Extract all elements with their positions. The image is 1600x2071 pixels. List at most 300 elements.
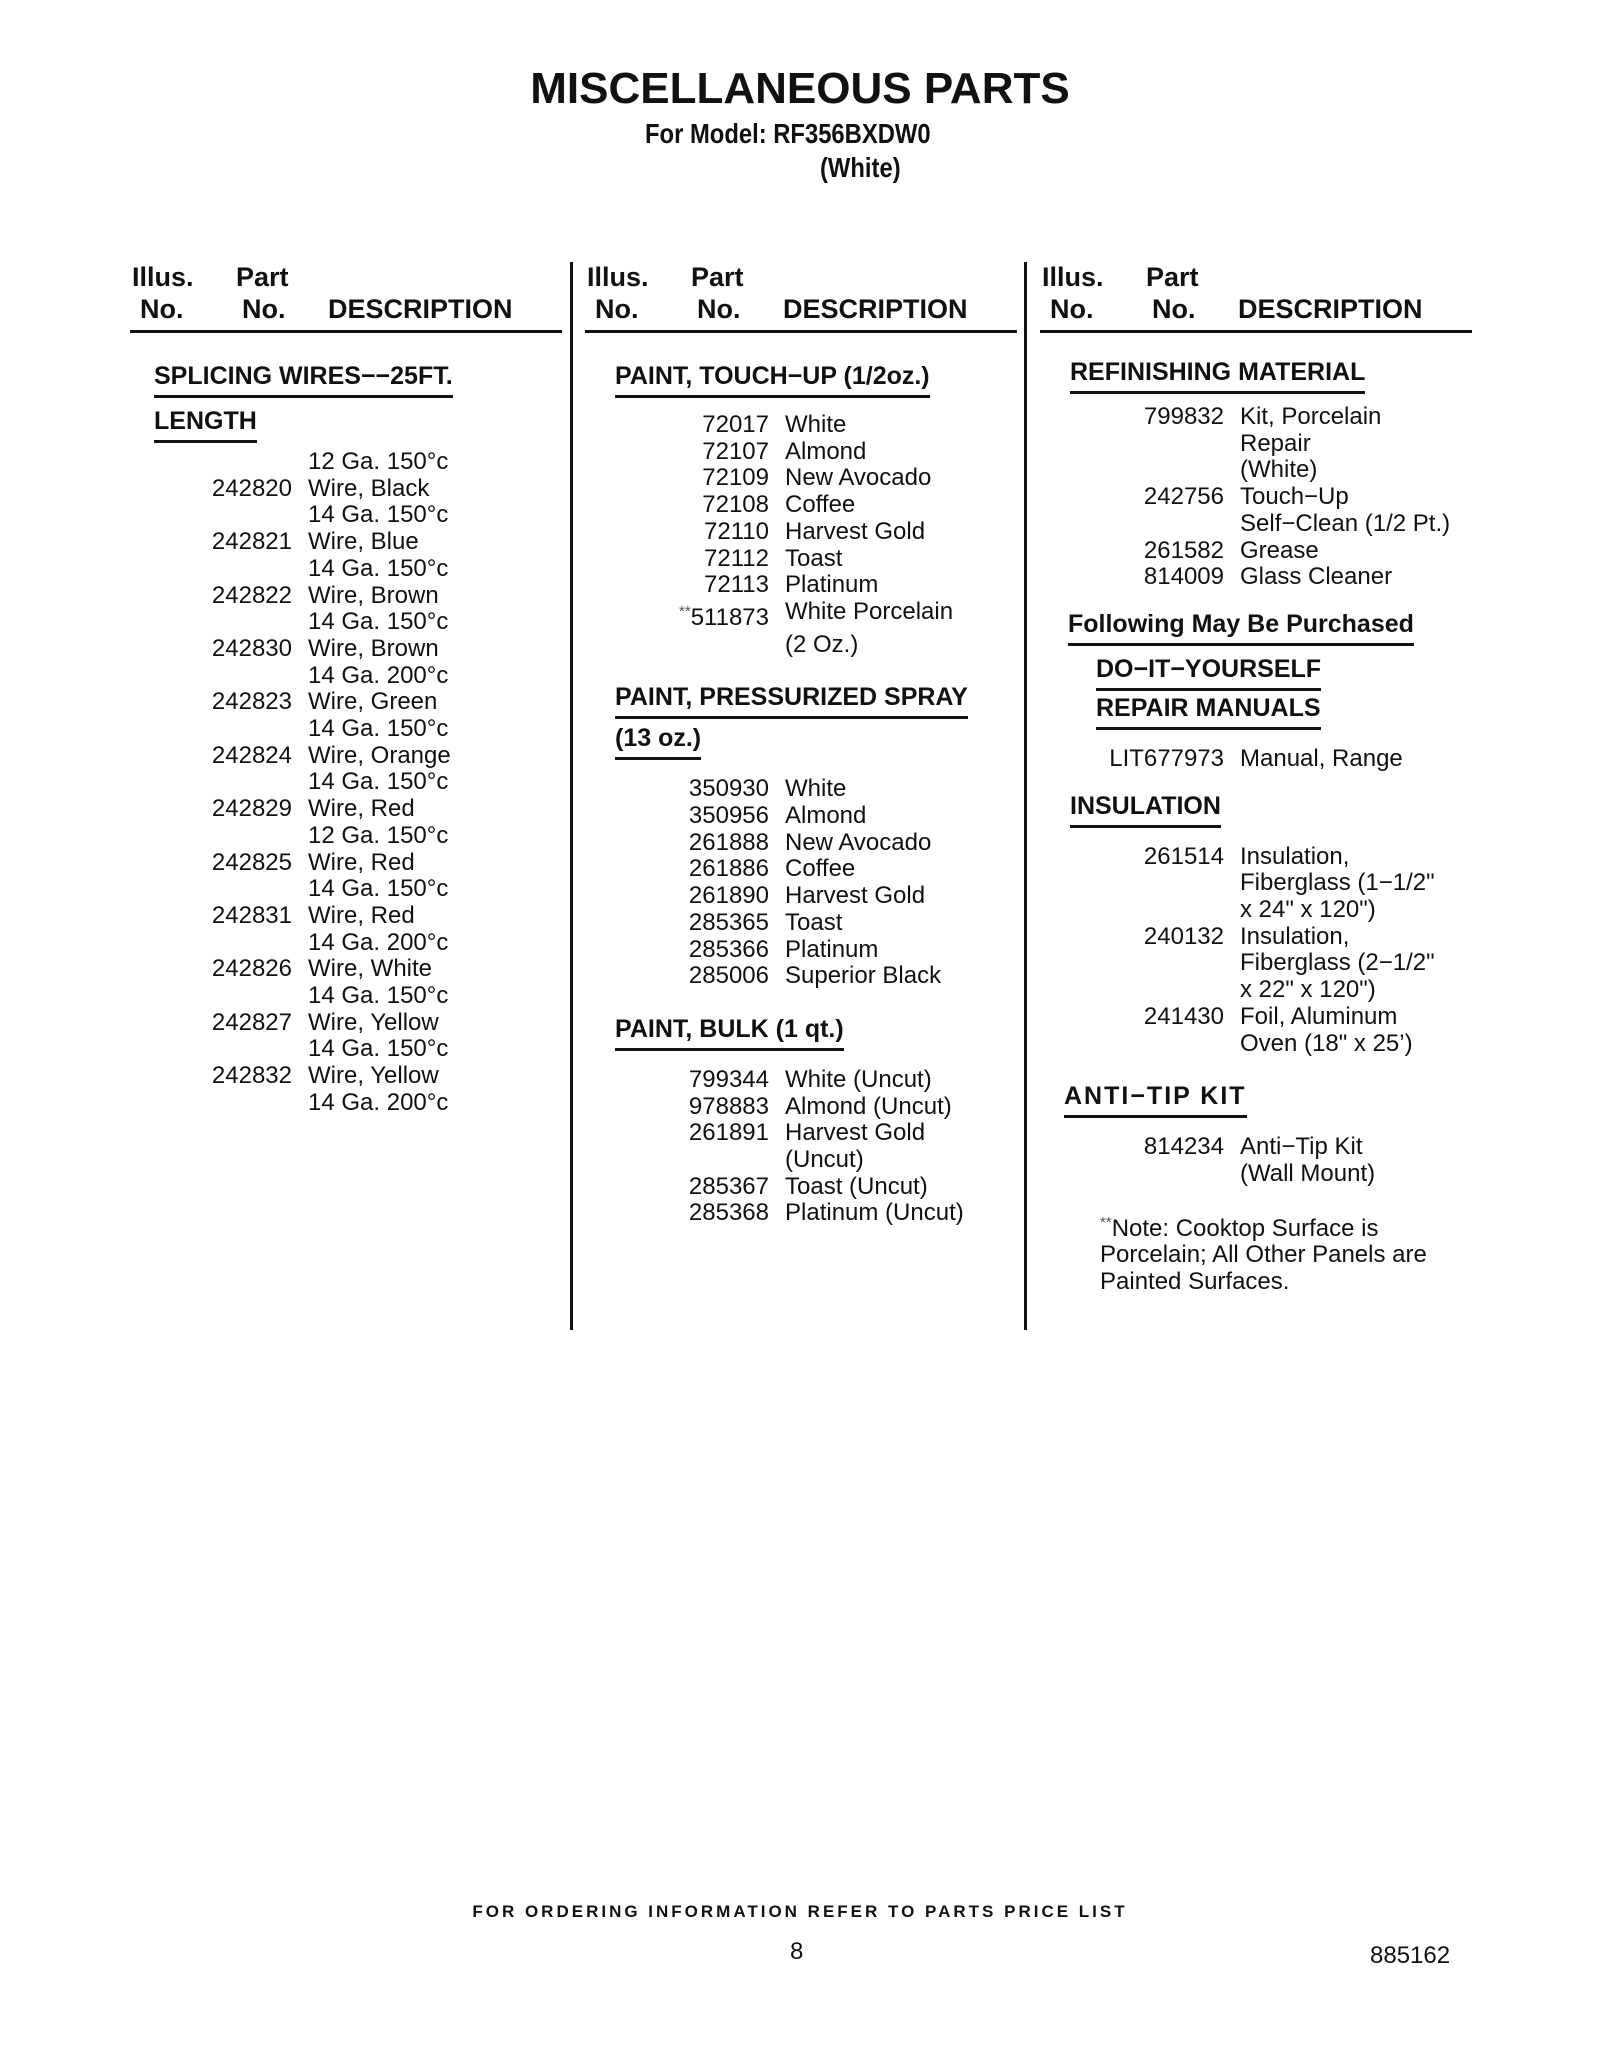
page-title: MISCELLANEOUS PARTS (530, 64, 1070, 113)
table-row (585, 1200, 1017, 1227)
section-title: INSULATION (1070, 789, 1221, 828)
part-number (585, 1174, 785, 1201)
part-description: Insulation, (1240, 922, 1350, 950)
header-description: DESCRIPTION (783, 294, 968, 324)
part-number-text: 72108 (702, 491, 769, 519)
part-number (130, 529, 308, 556)
part-number-text: 240132 (1143, 922, 1224, 950)
table-row (585, 883, 1017, 910)
part-number (130, 850, 308, 877)
table-row (585, 937, 1017, 964)
part-description: Fiberglass (2−1/2" (1240, 949, 1435, 977)
parts-list (1040, 404, 1472, 591)
parts-list (585, 412, 1017, 658)
part-description: Kit, Porcelain (1240, 403, 1382, 430)
part-description: Wire, Red (308, 901, 415, 929)
parts-list (585, 776, 1017, 990)
table-row (130, 502, 562, 529)
parts-list (1040, 844, 1472, 1058)
part-description: 14 Ga. 150°c (308, 768, 449, 796)
part-description: Oven (18" x 25’) (1240, 1029, 1413, 1057)
part-description: Wire, White (308, 955, 433, 983)
table-row (130, 930, 562, 957)
part-number (1040, 1004, 1240, 1031)
part-description: Self−Clean (1/2 Pt.) (1240, 509, 1451, 537)
part-number (1040, 977, 1240, 1004)
part-description: Platinum (785, 571, 879, 599)
part-description: 14 Ga. 150°c (308, 608, 449, 636)
part-description: x 24" x 120") (1240, 896, 1376, 924)
part-number (1040, 950, 1240, 977)
table-row (130, 769, 562, 796)
part-number (585, 963, 785, 990)
part-description: Toast (785, 544, 843, 572)
part-number-text: 814009 (1143, 563, 1224, 591)
table-row (130, 449, 562, 476)
part-number (130, 983, 308, 1010)
part-description: White (Uncut) (785, 1065, 932, 1093)
part-description: Almond (785, 802, 867, 830)
column-divider (1024, 262, 1027, 1330)
section-title: SPLICING WIRES−−25FT. (154, 359, 453, 398)
section-insulation (1070, 789, 1472, 828)
part-description: Harvest Gold (785, 1119, 926, 1147)
part-number-text: 242822 (211, 581, 292, 609)
part-description: Wire, Yellow (308, 1062, 439, 1090)
part-number (130, 476, 308, 503)
part-number (1040, 924, 1240, 951)
part-description: 14 Ga. 150°c (308, 501, 449, 529)
part-number-text: 978883 (688, 1092, 769, 1120)
table-row (130, 476, 562, 503)
table-row (585, 572, 1017, 599)
table-row (1040, 511, 1472, 538)
table-row (130, 983, 562, 1010)
table-row (130, 823, 562, 850)
table-row (1040, 870, 1472, 897)
table-row (1040, 1134, 1472, 1161)
ordering-footer: FOR ORDERING INFORMATION REFER TO PARTS PRICE LIST (472, 1902, 1128, 1921)
part-number (1040, 844, 1240, 871)
part-number-text: 242756 (1143, 483, 1224, 511)
table-row (585, 1094, 1017, 1121)
part-number (1040, 1161, 1240, 1188)
part-number (130, 1010, 308, 1037)
part-number-text: 350930 (688, 775, 769, 803)
part-description: White (785, 411, 847, 438)
table-header (585, 262, 1017, 333)
table-row (585, 1067, 1017, 1094)
part-description: Wire, Orange (308, 741, 451, 769)
part-number (1040, 1031, 1240, 1058)
section-title: PAINT, TOUCH−UP (1/2oz.) (615, 359, 930, 398)
part-number (585, 492, 785, 519)
part-number (1040, 1134, 1240, 1161)
part-description: Wire, Yellow (308, 1008, 439, 1036)
part-description: 14 Ga. 200°c (308, 661, 449, 689)
part-description: 12 Ga. 150°c (308, 448, 449, 475)
part-number (1040, 746, 1240, 773)
section-title: Following May Be Purchased (1068, 607, 1414, 646)
part-description: 14 Ga. 150°c (308, 1035, 449, 1063)
header-no: No. (1152, 294, 1196, 324)
parts-list (1040, 746, 1472, 773)
table-row (130, 1010, 562, 1037)
part-number (130, 769, 308, 796)
table-row (585, 776, 1017, 803)
part-description: Manual, Range (1240, 744, 1403, 772)
note-star: ** (1100, 1213, 1112, 1231)
table-row (585, 439, 1017, 466)
part-number-text: 72107 (702, 437, 769, 465)
column-2 (585, 262, 1017, 1227)
column-divider (570, 262, 573, 1330)
table-row (130, 529, 562, 556)
part-number (130, 876, 308, 903)
part-description: Anti−Tip Kit (1240, 1133, 1363, 1161)
document-number: 885162 (1370, 1942, 1451, 1969)
part-number-text: 242821 (211, 528, 292, 556)
part-description: 14 Ga. 150°c (308, 875, 449, 903)
part-number (585, 830, 785, 857)
part-number-text: 285006 (688, 962, 769, 990)
parts-list (130, 449, 562, 1117)
part-number-text: 72017 (702, 411, 769, 438)
part-number-text: 799344 (688, 1065, 769, 1093)
header-illus: Illus. (1042, 262, 1104, 292)
part-number (585, 1200, 785, 1227)
part-description: (Wall Mount) (1240, 1159, 1376, 1187)
table-row (1040, 977, 1472, 1004)
part-description: Almond (Uncut) (785, 1092, 952, 1120)
part-number-text: 242826 (211, 955, 292, 983)
table-row (585, 1174, 1017, 1201)
part-number (585, 776, 785, 803)
column-1 (130, 262, 562, 1117)
part-number (130, 823, 308, 850)
part-number (130, 1036, 308, 1063)
parts-list (585, 1067, 1017, 1227)
part-description: Superior Black (785, 962, 942, 990)
part-number-text: LIT677973 (1109, 744, 1224, 772)
header-part: Part (691, 262, 744, 292)
section-title: ANTI−TIP KIT (1064, 1079, 1247, 1118)
section-title: PAINT, PRESSURIZED SPRAY (615, 680, 968, 719)
page-number: 8 (790, 1938, 804, 1965)
part-number (1040, 538, 1240, 565)
header-illus: Illus. (587, 262, 649, 292)
section-title: LENGTH (154, 404, 257, 443)
part-description: (Uncut) (785, 1146, 864, 1174)
table-row (1040, 924, 1472, 951)
part-number-text: 285365 (688, 908, 769, 936)
part-number-text: 261886 (688, 855, 769, 883)
section-splicing-wires (154, 359, 562, 443)
part-number (130, 636, 308, 663)
table-row (585, 963, 1017, 990)
note-text: Painted Surfaces. (1100, 1268, 1290, 1296)
part-number (585, 519, 785, 546)
part-number (585, 546, 785, 573)
part-description: 14 Ga. 150°c (308, 982, 449, 1010)
note-text: Note: Cooktop Surface is (1111, 1214, 1379, 1242)
part-description: 14 Ga. 150°c (308, 554, 449, 582)
part-number-text: 261514 (1143, 842, 1224, 870)
table-row (1040, 1161, 1472, 1188)
table-row (130, 1036, 562, 1063)
header-part: Part (236, 262, 289, 292)
part-description: Wire, Blue (308, 528, 419, 556)
table-row (1040, 564, 1472, 591)
part-description: 14 Ga. 150°c (308, 715, 449, 743)
section-title: DO−IT−YOURSELF (1096, 652, 1321, 691)
part-description: x 22" x 120") (1240, 976, 1376, 1004)
part-number (585, 572, 785, 599)
part-number (130, 796, 308, 823)
color-line: (White) (820, 152, 901, 183)
table-row (585, 492, 1017, 519)
table-row (1040, 1004, 1472, 1031)
part-number-text: 72109 (702, 464, 769, 492)
part-number-text: 242832 (211, 1062, 292, 1090)
part-number-text: 261582 (1143, 536, 1224, 564)
part-number (1040, 870, 1240, 897)
part-number (585, 803, 785, 830)
note-text: Porcelain; All Other Panels are (1100, 1241, 1427, 1269)
part-number (585, 1147, 785, 1174)
part-description: (2 Oz.) (785, 630, 859, 658)
part-number (130, 502, 308, 529)
part-number (585, 599, 785, 632)
part-description: Toast (Uncut) (785, 1172, 928, 1200)
table-row (130, 583, 562, 610)
porcelain-note (1100, 1210, 1480, 1296)
table-row (585, 412, 1017, 439)
part-number-text: 261891 (688, 1119, 769, 1147)
note-star: ** (679, 602, 691, 620)
table-row (1040, 1031, 1472, 1058)
part-number (1040, 564, 1240, 591)
part-description: Toast (785, 908, 843, 936)
part-number (585, 1120, 785, 1147)
part-description: Almond (785, 437, 867, 465)
parts-list (1040, 1134, 1472, 1187)
part-number-text: 261890 (688, 882, 769, 910)
part-description: White Porcelain (785, 597, 954, 625)
table-row (130, 1090, 562, 1117)
table-row (130, 1063, 562, 1090)
table-row (585, 1147, 1017, 1174)
table-row (130, 956, 562, 983)
table-row (585, 599, 1017, 632)
table-row (1040, 746, 1472, 773)
part-description: Platinum (Uncut) (785, 1199, 964, 1227)
header-illus: Illus. (132, 262, 194, 292)
part-description: Fiberglass (1−1/2" (1240, 869, 1435, 897)
table-row (1040, 484, 1472, 511)
part-description: Platinum (785, 935, 879, 963)
table-row (130, 556, 562, 583)
part-number (585, 439, 785, 466)
part-description: Glass Cleaner (1240, 563, 1393, 591)
part-number-text: 511873 (690, 603, 769, 631)
table-row (130, 636, 562, 663)
part-number (585, 412, 785, 439)
header-no: No. (140, 294, 184, 324)
table-row (130, 743, 562, 770)
part-description: 12 Ga. 150°c (308, 821, 449, 849)
part-description: 14 Ga. 200°c (308, 1088, 449, 1116)
part-description: Coffee (785, 491, 856, 519)
part-number-text: 285368 (688, 1199, 769, 1227)
part-number-text: 261888 (688, 828, 769, 856)
section-spray (615, 680, 1017, 760)
part-description: New Avocado (785, 464, 932, 492)
part-number (585, 910, 785, 937)
part-number (130, 903, 308, 930)
table-row (585, 910, 1017, 937)
table-row (1040, 457, 1472, 484)
part-number-text: 242829 (211, 795, 292, 823)
header-part: Part (1146, 262, 1199, 292)
part-description: Coffee (785, 855, 856, 883)
part-number-text: 72113 (704, 571, 769, 599)
section-anti-tip (1064, 1079, 1472, 1118)
part-number-text: 285367 (688, 1172, 769, 1200)
part-number (585, 883, 785, 910)
table-row (585, 1120, 1017, 1147)
part-number-text: 242823 (211, 688, 292, 716)
part-number (130, 663, 308, 690)
part-description: Insulation, (1240, 842, 1350, 870)
part-description: Touch−Up (1240, 483, 1349, 511)
header-no: No. (595, 294, 639, 324)
part-number (585, 632, 785, 659)
table-row (1040, 538, 1472, 565)
part-description: Harvest Gold (785, 517, 926, 545)
table-row (130, 850, 562, 877)
part-number-text: 350956 (688, 802, 769, 830)
table-header (1040, 262, 1472, 333)
table-row (130, 609, 562, 636)
part-description: White (785, 775, 847, 803)
part-number (130, 1063, 308, 1090)
part-number-text: 72112 (704, 544, 769, 572)
part-number-text: 241430 (1143, 1002, 1224, 1030)
table-row (1040, 431, 1472, 458)
part-number (130, 449, 308, 476)
table-row (130, 689, 562, 716)
table-row (585, 830, 1017, 857)
part-number (1040, 484, 1240, 511)
section-title: (13 oz.) (615, 721, 701, 760)
part-number-text: 242824 (211, 741, 292, 769)
part-description: Wire, Green (308, 688, 438, 716)
part-number (130, 689, 308, 716)
table-row (585, 856, 1017, 883)
part-description: Wire, Brown (308, 634, 439, 662)
part-description: Wire, Brown (308, 581, 439, 609)
part-description: Foil, Aluminum (1240, 1002, 1398, 1030)
section-refinishing (1070, 355, 1472, 394)
part-number-text: 242831 (211, 901, 292, 929)
part-number-text: 285366 (688, 935, 769, 963)
table-row (130, 903, 562, 930)
section-bulk (615, 1012, 1017, 1051)
part-number (1040, 897, 1240, 924)
part-description: Repair (1240, 429, 1311, 457)
header-description: DESCRIPTION (328, 294, 513, 324)
part-description: Wire, Black (308, 474, 430, 502)
table-row (585, 465, 1017, 492)
part-description: Grease (1240, 536, 1319, 564)
part-number (130, 930, 308, 957)
part-number-text: 799832 (1143, 403, 1224, 430)
part-number (130, 583, 308, 610)
table-header (130, 262, 562, 333)
part-description: (White) (1240, 456, 1318, 484)
part-number (130, 956, 308, 983)
part-number (130, 609, 308, 636)
part-description: Harvest Gold (785, 882, 926, 910)
part-number-text: 242820 (211, 474, 292, 502)
section-touch-up (615, 359, 1017, 398)
following-purchased (1068, 607, 1472, 646)
table-row (585, 803, 1017, 830)
part-number-text: 242827 (211, 1008, 292, 1036)
part-number (1040, 457, 1240, 484)
table-row (585, 519, 1017, 546)
table-row (1040, 404, 1472, 431)
header-description: DESCRIPTION (1238, 294, 1423, 324)
part-number-text: 814234 (1143, 1133, 1224, 1161)
part-description: 14 Ga. 200°c (308, 928, 449, 956)
part-number (585, 937, 785, 964)
table-row (585, 632, 1017, 659)
section-manuals (1096, 652, 1472, 730)
table-row (585, 546, 1017, 573)
part-number (585, 1067, 785, 1094)
part-number (130, 1090, 308, 1117)
part-number (130, 716, 308, 743)
part-number (130, 743, 308, 770)
part-description: Wire, Red (308, 795, 415, 823)
model-line: For Model: RF356BXDW0 (645, 118, 931, 149)
part-number (1040, 511, 1240, 538)
part-number-text: 242825 (211, 848, 292, 876)
table-row (130, 663, 562, 690)
table-row (130, 876, 562, 903)
part-number-text: 242830 (211, 634, 292, 662)
part-number (585, 1094, 785, 1121)
part-number-text: 72110 (704, 517, 769, 545)
column-3 (1040, 262, 1472, 1296)
part-description: New Avocado (785, 828, 932, 856)
section-title: PAINT, BULK (1 qt.) (615, 1012, 844, 1051)
header-no: No. (1050, 294, 1094, 324)
header-no: No. (242, 294, 286, 324)
section-title: REFINISHING MATERIAL (1070, 355, 1365, 394)
part-number (1040, 404, 1240, 431)
part-number (585, 856, 785, 883)
table-row (130, 796, 562, 823)
table-row (130, 716, 562, 743)
table-row (1040, 897, 1472, 924)
part-number (1040, 431, 1240, 458)
part-number (130, 556, 308, 583)
header-no: No. (697, 294, 741, 324)
table-row (1040, 950, 1472, 977)
